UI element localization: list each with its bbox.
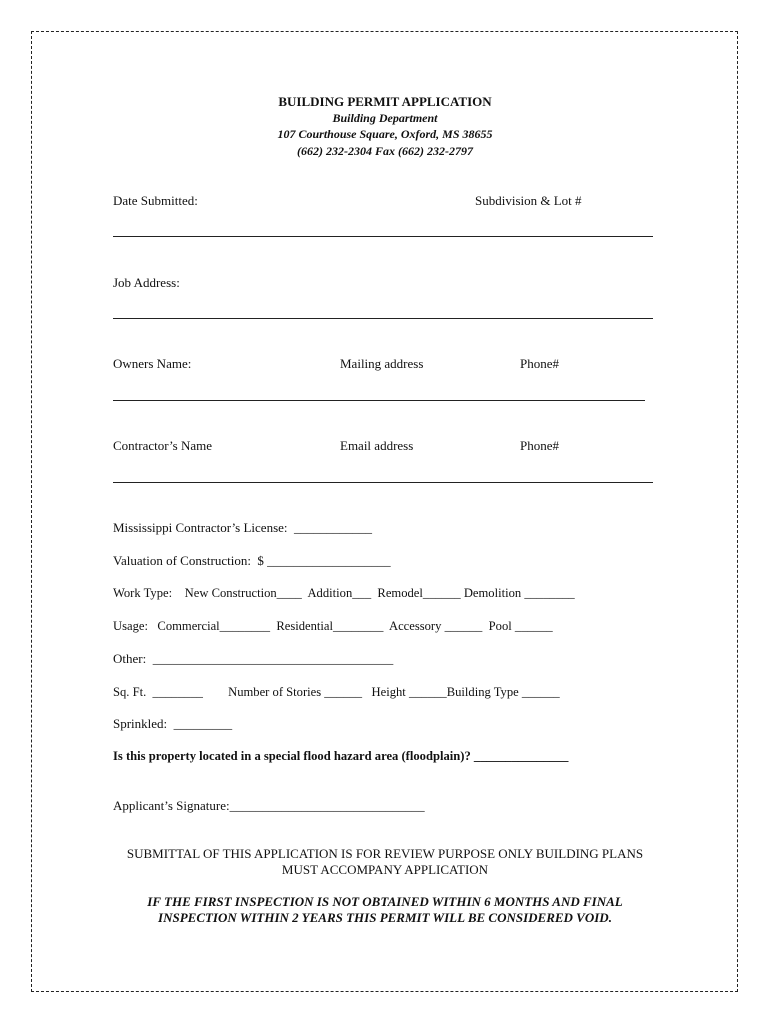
other-field[interactable]: Other: _____________________________________ xyxy=(113,651,394,666)
date-subdivision-line[interactable] xyxy=(113,236,653,237)
department-name: Building Department xyxy=(332,111,438,125)
valuation-field[interactable]: Valuation of Construction: $ ___________________ xyxy=(113,553,391,568)
owner-phone-label: Phone# xyxy=(520,356,559,371)
department-address: 107 Courthouse Square, Oxford, MS 38655 xyxy=(277,127,493,141)
email-address-label: Email address xyxy=(340,438,414,453)
sprinkled-field[interactable]: Sprinkled: _________ xyxy=(113,716,233,731)
form-title: BUILDING PERMIT APPLICATION xyxy=(278,94,492,109)
work-type-field[interactable]: Work Type: New Construction____ Addition___ Remodel______ Demolition ________ xyxy=(113,586,575,600)
contractor-phone-label: Phone# xyxy=(520,438,559,453)
contractor-info-line[interactable] xyxy=(113,482,653,483)
usage-field[interactable]: Usage: Commercial________ Residential________ Accessory ______ Pool ______ xyxy=(113,619,553,633)
owners-name-label: Owners Name: xyxy=(113,356,192,371)
job-address-line[interactable] xyxy=(113,318,653,319)
contractor-license-field[interactable]: Mississippi Contractor’s License: ____________ xyxy=(113,520,373,535)
mailing-address-label: Mailing address xyxy=(340,356,424,371)
sqft-stories-height-field[interactable]: Sq. Ft. ________ Number of Stories ______ Height ______Building Type ______ xyxy=(113,685,560,699)
review-purpose-notice: SUBMITTAL OF THIS APPLICATION IS FOR REVIEW PURPOSE ONLY BUILDING PLANS MUST ACCOMPANY APPLICATION xyxy=(126,846,644,877)
subdivision-lot-label: Subdivision & Lot # xyxy=(475,193,582,208)
applicant-signature-field[interactable]: Applicant’s Signature:______________________________ xyxy=(113,798,425,813)
department-phone-fax: (662) 232-2304 Fax (662) 232-2797 xyxy=(297,144,473,158)
permit-void-notice: IF THE FIRST INSPECTION IS NOT OBTAINED WITHIN 6 MONTHS AND FINAL INSPECTION WITHIN 2 YEARS THIS PERMIT WILL BE CONSIDERED VOID. xyxy=(147,894,623,925)
job-address-label: Job Address: xyxy=(113,275,180,290)
date-submitted-label: Date Submitted: xyxy=(113,193,198,208)
floodplain-question[interactable]: Is this property located in a special flood hazard area (floodplain)? _______________ xyxy=(113,749,569,763)
owner-info-line[interactable] xyxy=(113,400,645,401)
contractor-name-label: Contractor’s Name xyxy=(113,438,213,453)
